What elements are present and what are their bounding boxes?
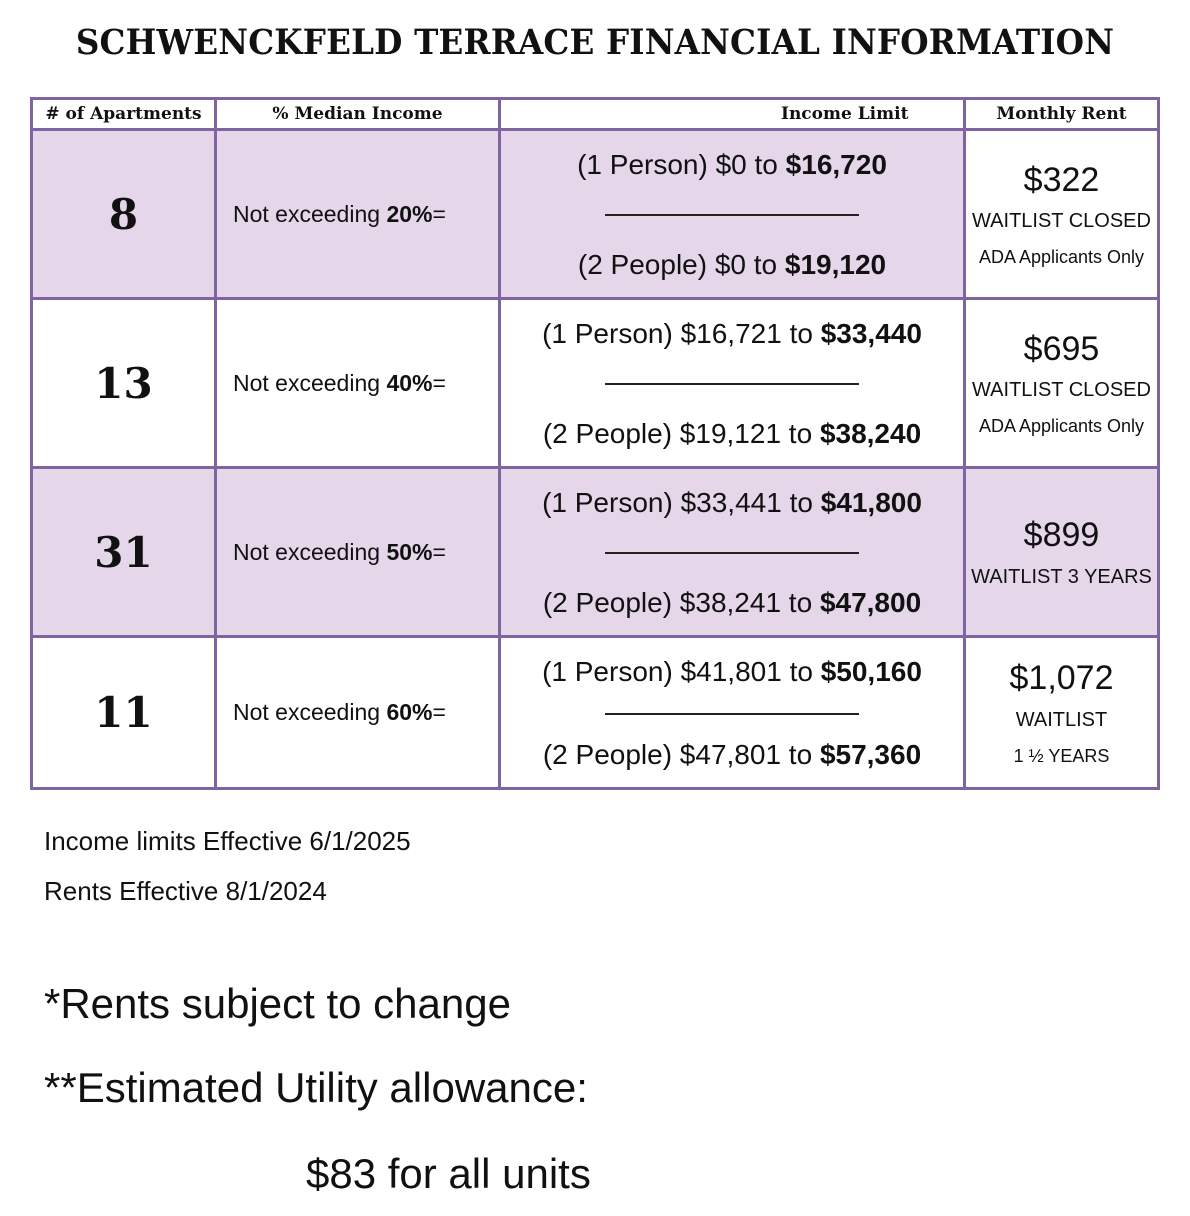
income-max: $33,440 <box>820 318 922 349</box>
waitlist-status: WAITLIST CLOSED <box>972 210 1151 233</box>
median-prefix: Not exceeding <box>233 538 387 565</box>
apartments-count: 31 <box>33 469 214 635</box>
median-percent: 60% <box>386 699 433 725</box>
apartments-count: 13 <box>33 300 214 466</box>
income-two-people <box>501 739 963 771</box>
income-two-people <box>501 249 963 281</box>
income-one-person <box>501 318 963 350</box>
income-max: $47,800 <box>819 587 922 618</box>
income-divider <box>605 552 859 554</box>
median-percent: 40% <box>386 369 433 396</box>
income-label: (2 People) $19,121 to <box>542 418 820 449</box>
header-income-limit: Income Limit <box>501 100 963 128</box>
apartments-count: 8 <box>33 131 214 297</box>
utility-allowance-label: **Estimated Utility allowance: <box>44 1064 588 1111</box>
income-two-people <box>501 587 963 619</box>
income-label: (2 People) $0 to <box>577 249 785 280</box>
income-label: (1 Person) $0 to <box>577 149 786 180</box>
income-effective-date: Income limits Effective 6/1/2025 <box>44 826 411 856</box>
median-income-cell <box>217 638 498 787</box>
monthly-rent-cell <box>966 131 1157 297</box>
median-percent: 50% <box>386 538 433 565</box>
income-one-person <box>501 656 963 688</box>
monthly-rent-cell <box>966 469 1157 635</box>
income-label: (1 Person) $41,801 to <box>542 656 821 687</box>
income-max: $41,800 <box>820 487 922 518</box>
equals-sign: = <box>432 699 446 725</box>
income-label: (1 Person) $33,441 to <box>542 487 821 518</box>
waitlist-note: ADA Applicants Only <box>978 247 1145 268</box>
rent-amount: $1,072 <box>1009 659 1114 698</box>
waitlist-note: ADA Applicants Only <box>978 416 1145 437</box>
utility-allowance-value: $83 for all units <box>306 1150 591 1197</box>
header-monthly-rent: Monthly Rent <box>966 100 1157 128</box>
rents-change-note: *Rents subject to change <box>44 980 511 1027</box>
median-prefix: Not exceeding <box>233 200 387 227</box>
income-label: (1 Person) $16,721 to <box>542 318 821 349</box>
income-one-person <box>501 487 963 519</box>
income-divider <box>605 214 859 216</box>
median-income-cell <box>217 469 498 635</box>
income-limit-cell <box>501 131 963 297</box>
income-divider <box>605 713 859 715</box>
equals-sign: = <box>432 369 446 396</box>
rent-amount: $695 <box>1023 329 1100 368</box>
waitlist-note: 1 ½ YEARS <box>1013 745 1110 766</box>
rent-amount: $322 <box>1023 160 1100 199</box>
income-max: $16,720 <box>785 149 887 180</box>
income-limit-cell <box>501 300 963 466</box>
median-income-cell <box>217 300 498 466</box>
income-limit-cell <box>501 638 963 787</box>
rent-amount: $899 <box>1023 516 1100 555</box>
income-limit-cell <box>501 469 963 635</box>
income-max: $57,360 <box>819 739 922 770</box>
financial-table <box>30 97 1160 790</box>
median-prefix: Not exceeding <box>233 369 387 396</box>
median-income-cell <box>217 131 498 297</box>
income-two-people <box>501 418 963 450</box>
income-max: $50,160 <box>820 656 922 687</box>
income-max: $19,120 <box>784 249 887 280</box>
apartments-count: 11 <box>33 638 214 787</box>
rents-effective-date: Rents Effective 8/1/2024 <box>44 876 327 906</box>
page-title: SCHWENCKFELD TERRACE FINANCIAL INFORMATION <box>75 22 1115 63</box>
header-apartments: # of Apartments <box>33 100 214 128</box>
monthly-rent-cell <box>966 300 1157 466</box>
income-label: (2 People) $38,241 to <box>542 587 820 618</box>
waitlist-status: WAITLIST <box>1015 708 1108 731</box>
equals-sign: = <box>432 538 446 565</box>
header-median-income: % Median Income <box>217 100 498 128</box>
equals-sign: = <box>432 200 446 227</box>
income-one-person <box>501 149 963 181</box>
waitlist-status: WAITLIST 3 YEARS <box>971 565 1152 588</box>
waitlist-status: WAITLIST CLOSED <box>972 379 1151 402</box>
income-max: $38,240 <box>819 418 922 449</box>
median-percent: 20% <box>386 200 433 227</box>
income-label: (2 People) $47,801 to <box>542 739 820 770</box>
income-divider <box>605 383 859 385</box>
monthly-rent-cell <box>966 638 1157 787</box>
median-prefix: Not exceeding <box>233 699 387 725</box>
